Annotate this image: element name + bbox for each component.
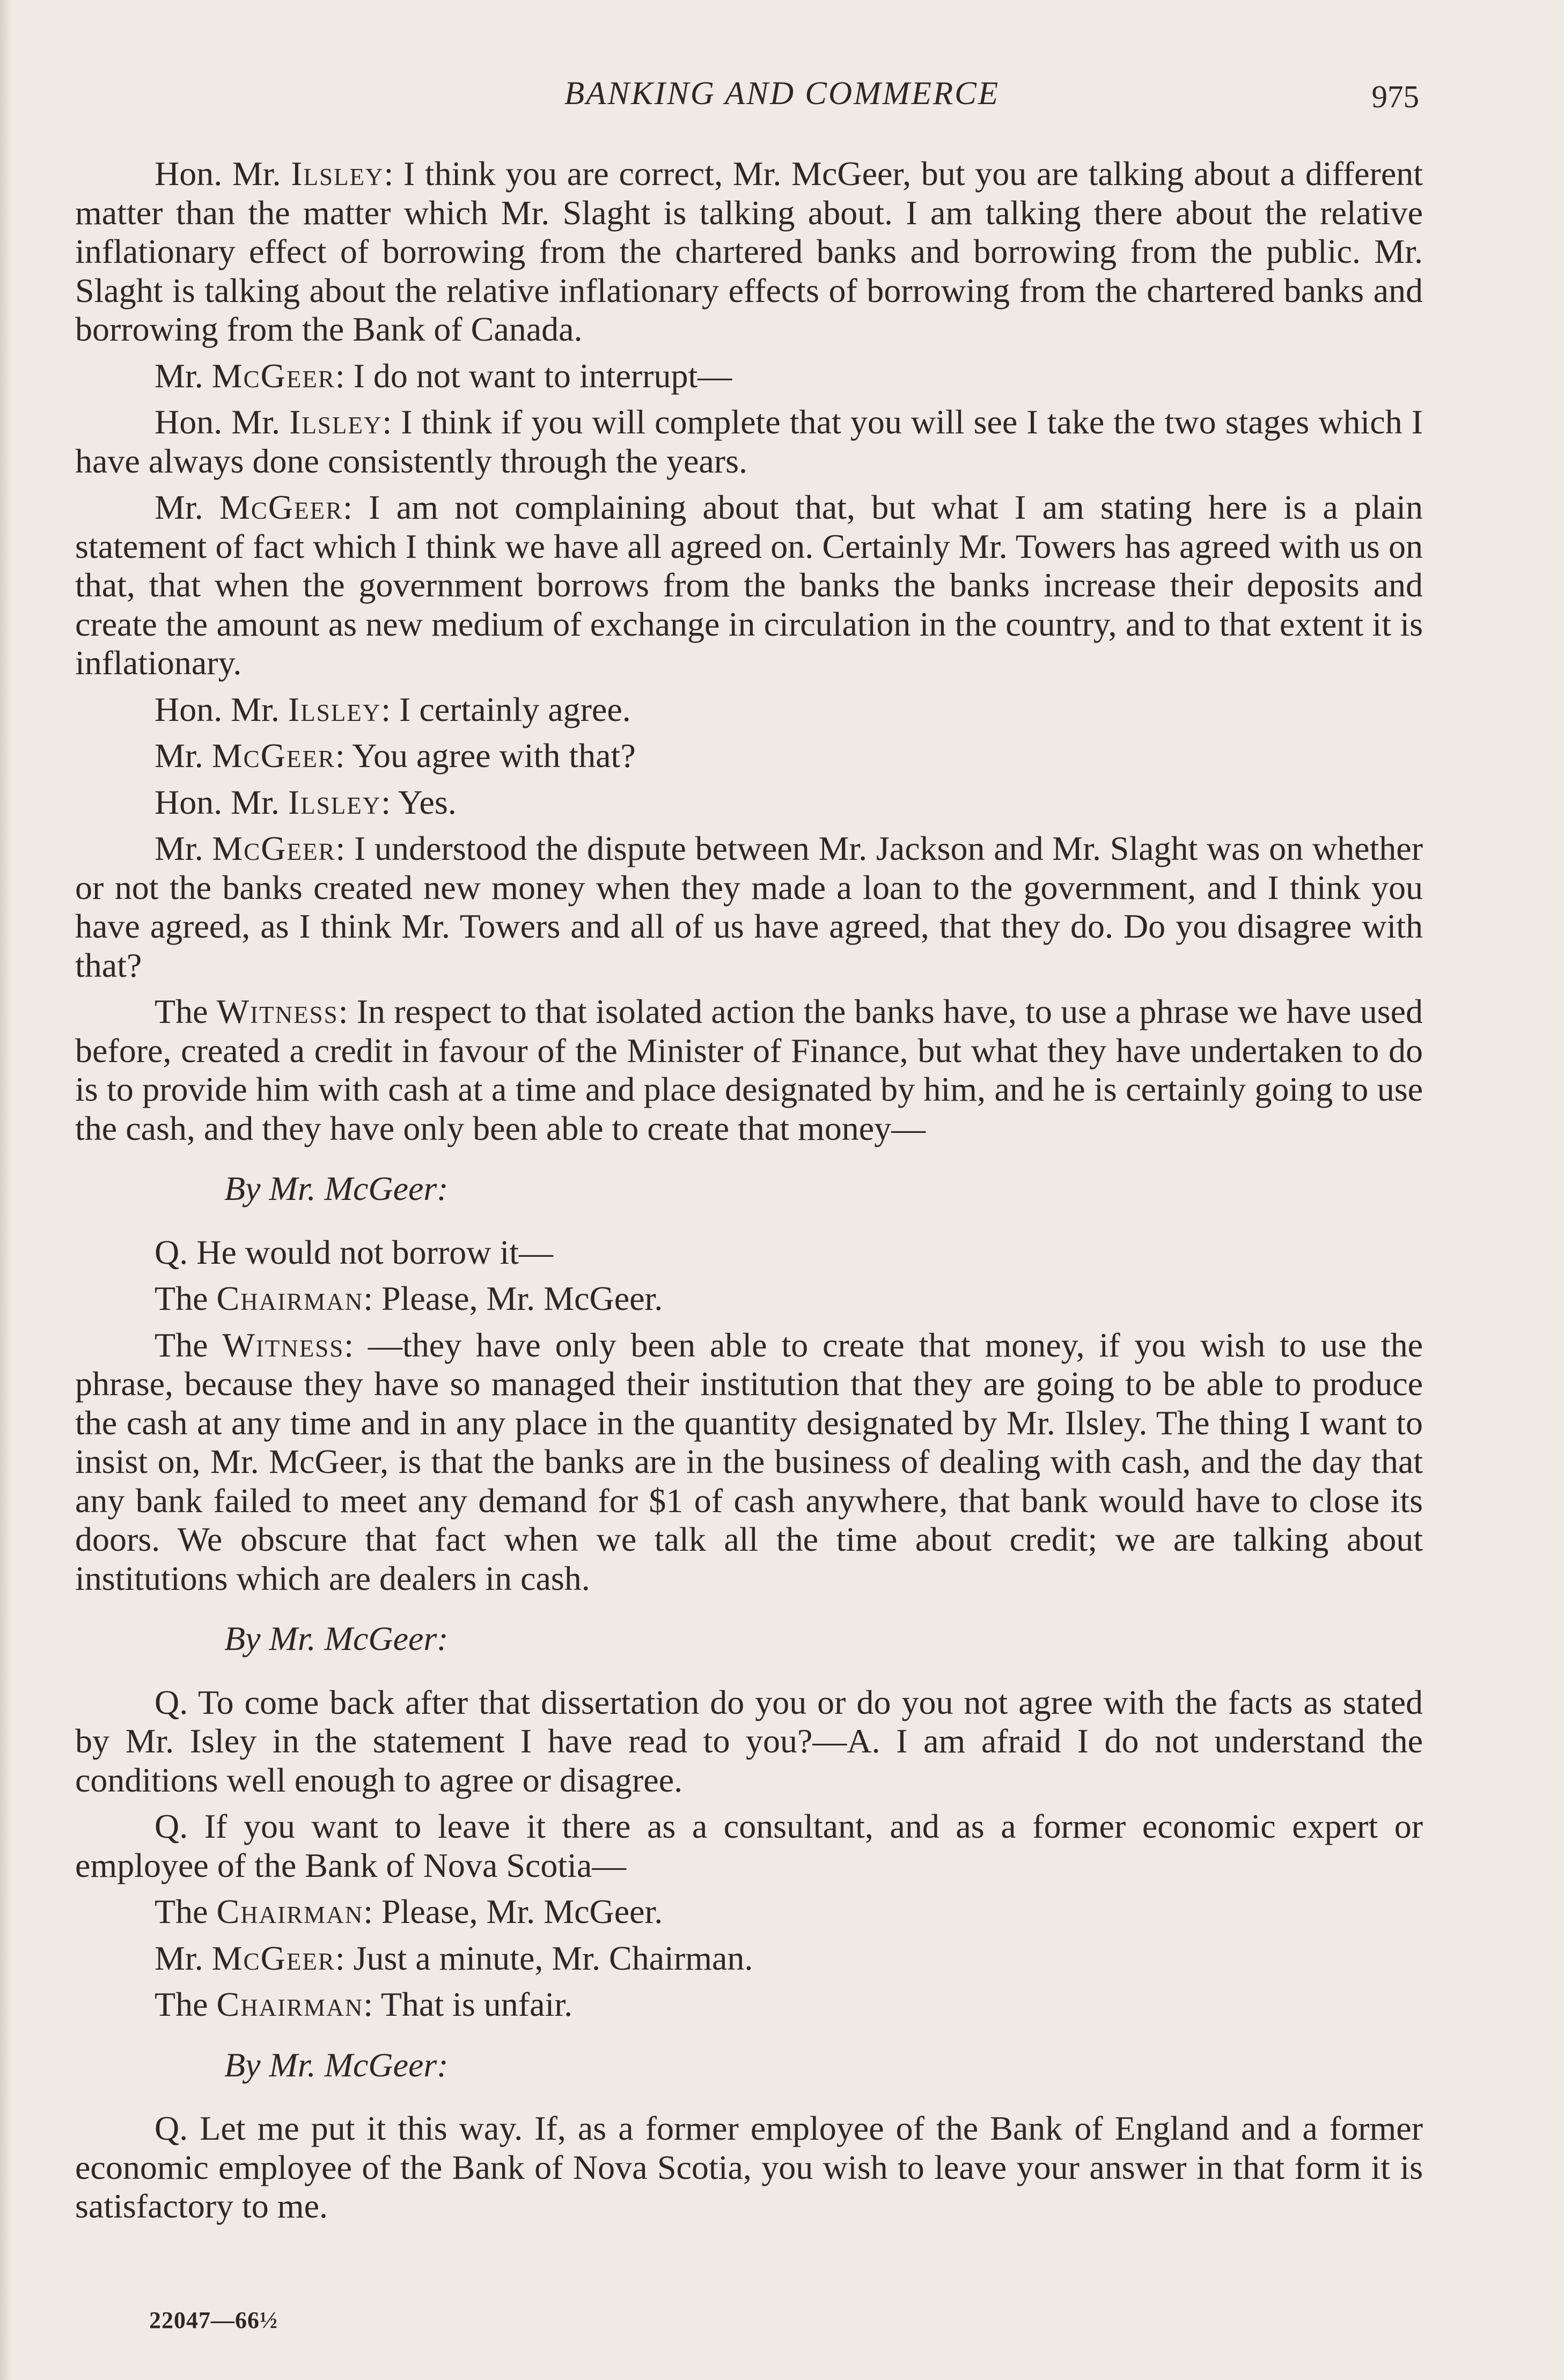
page-number: 975 <box>1371 79 1419 114</box>
speaker-name: McGeer <box>211 356 335 395</box>
page-spine-shadow <box>0 0 12 2380</box>
speaker-name: Ilsley <box>289 403 383 441</box>
speech-paragraph <box>75 829 1423 985</box>
speaker-title: The <box>155 1892 217 1930</box>
speaker-name: Ilsley <box>288 783 381 821</box>
speaker-title: Mr. <box>155 488 219 526</box>
speech-text: : I certainly agree. <box>381 690 631 728</box>
speaker-name: McGeer <box>212 829 336 867</box>
speech-paragraph <box>75 488 1423 683</box>
speech-paragraph <box>75 690 1423 730</box>
speech-paragraph <box>75 154 1423 349</box>
speaker-title: Mr. <box>155 736 212 775</box>
speaker-name: McGeer <box>211 1939 335 1977</box>
question-paragraph: Q. Let me put it this way. If, as a former employee of the Bank of England and a former economic employee of the Bank of Nova Scotia, you wish to leave your answer in that form it is satisfactory to me. <box>75 2109 1423 2225</box>
speaker-name: Witness <box>216 992 339 1030</box>
speaker-title: Mr. <box>155 1939 212 1977</box>
speech-text: : I think you are correct, Mr. McGeer, but you are talking about a different matter than the matter which Mr. Slaght is talking about. I am talking there about the relative inflationary effect of borrowing from the chartered banks and borrowing from the public. Mr. Slaght is talking about the relative inflationary effects of borrowing from the chartered banks and borrowing from the Bank of Canada. <box>75 154 1423 348</box>
speech-paragraph <box>75 992 1423 1148</box>
speaker-title: Hon. Mr. <box>155 690 288 728</box>
speaker-name: Witness <box>222 1325 344 1364</box>
speech-text: : I understood the dispute between Mr. Jackson and Mr. Slaght was on whether or not the banks created new money when they made a loan to the government, and I think you have agreed, as I think Mr. Towers and all of us have agreed, that they do. Do you disagree with that? <box>75 829 1423 984</box>
speech-paragraph <box>75 1892 1423 1932</box>
speaker-name: Chairman <box>216 1985 364 2023</box>
speech-text: : That is unfair. <box>363 1985 573 2023</box>
speech-text: : Just a minute, Mr. Chairman. <box>335 1939 753 1977</box>
speaker-title: The <box>155 1325 223 1364</box>
speaker-name: McGeer <box>219 488 343 526</box>
speech-paragraph <box>75 783 1423 822</box>
speech-text: : I think if you will complete that you will see I take the two stages which I have always done consistently through the years. <box>75 403 1423 480</box>
examiner-heading: By Mr. McGeer: <box>224 1169 449 1207</box>
speech-text: : Please, Mr. McGeer. <box>363 1279 663 1317</box>
speech-text: : Please, Mr. McGeer. <box>363 1892 663 1930</box>
question-paragraph: Q. To come back after that dissertation do you or do you not agree with the facts as stated by Mr. Isley in the statement I have read to you?—A. I am afraid I do not understand the conditions well enough to agree or disagree. <box>75 1683 1423 1799</box>
speech-paragraph <box>75 1939 1423 1978</box>
speech-paragraph <box>75 1326 1423 1598</box>
speech-text: : I do not want to interrupt— <box>335 356 732 395</box>
speaker-title: The <box>155 1279 217 1317</box>
speech-paragraph <box>75 357 1423 396</box>
speech-paragraph <box>75 736 1423 776</box>
speaker-title: Mr. <box>155 356 212 395</box>
running-head: BANKING AND COMMERCE <box>564 76 1000 112</box>
page-header <box>0 75 1564 118</box>
speaker-name: Chairman <box>216 1892 364 1930</box>
speech-text: : —they have only been able to create that money, if you wish to use the phrase, because they have so managed their institution that they are going to be able to produce the cash at any time and in any place in the quantity designated by Mr. Ilsley. The thing I want to insist on, Mr. McGeer, is that the banks are in the business of dealing with cash, and the day that any bank failed to meet any demand for $1 of cash anywhere, that bank would have to close its doors. We obscure that fact when we talk all the time about credit; we are talking about institutions which are dealers in cash. <box>75 1325 1423 1597</box>
speaker-title: The <box>155 1985 217 2023</box>
speech-paragraph <box>75 1279 1423 1318</box>
speech-text: : Yes. <box>381 783 457 821</box>
print-code: 22047—66½ <box>149 2307 278 2333</box>
examiner-heading: By Mr. McGeer: <box>224 1619 449 1657</box>
speech-paragraph <box>75 403 1423 481</box>
speaker-title: The <box>155 992 217 1030</box>
speaker-name: Chairman <box>216 1279 364 1317</box>
speech-text: : You agree with that? <box>335 736 636 775</box>
question-paragraph: Q. If you want to leave it there as a consultant, and as a former economic expert or employee of the Bank of Nova Scotia— <box>75 1807 1423 1884</box>
page-body <box>75 154 1423 2234</box>
speech-paragraph <box>75 1985 1423 2024</box>
examiner-heading: By Mr. McGeer: <box>224 2045 449 2084</box>
speech-text: : In respect to that isolated action the banks have, to use a phrase we have used before, created a credit in favour of the Minister of Finance, but what they have undertaken to do is to provide him with cash at a time and place designated by him, and he is certainly going to use the cash, and they have only been able to create that money— <box>75 992 1423 1147</box>
speaker-name: McGeer <box>211 736 335 775</box>
speaker-name: Ilsley <box>291 154 384 193</box>
speaker-title: Hon. Mr. <box>155 783 288 821</box>
speaker-title: Mr. <box>155 829 212 867</box>
speech-text: : I am not complaining about that, but what I am stating here is a plain statement of fact which I think we have all agreed on. Certainly Mr. Towers has agreed with us on that, that when the government borrows from the banks the banks increase their deposits and create the amount as new medium of exchange in circulation in the country, and to that extent it is inflationary. <box>75 488 1423 682</box>
question-paragraph: Q. He would not borrow it— <box>155 1233 554 1271</box>
speaker-title: Hon. Mr. <box>155 403 290 441</box>
speaker-title: Hon. Mr. <box>155 154 291 193</box>
speaker-name: Ilsley <box>288 690 381 728</box>
